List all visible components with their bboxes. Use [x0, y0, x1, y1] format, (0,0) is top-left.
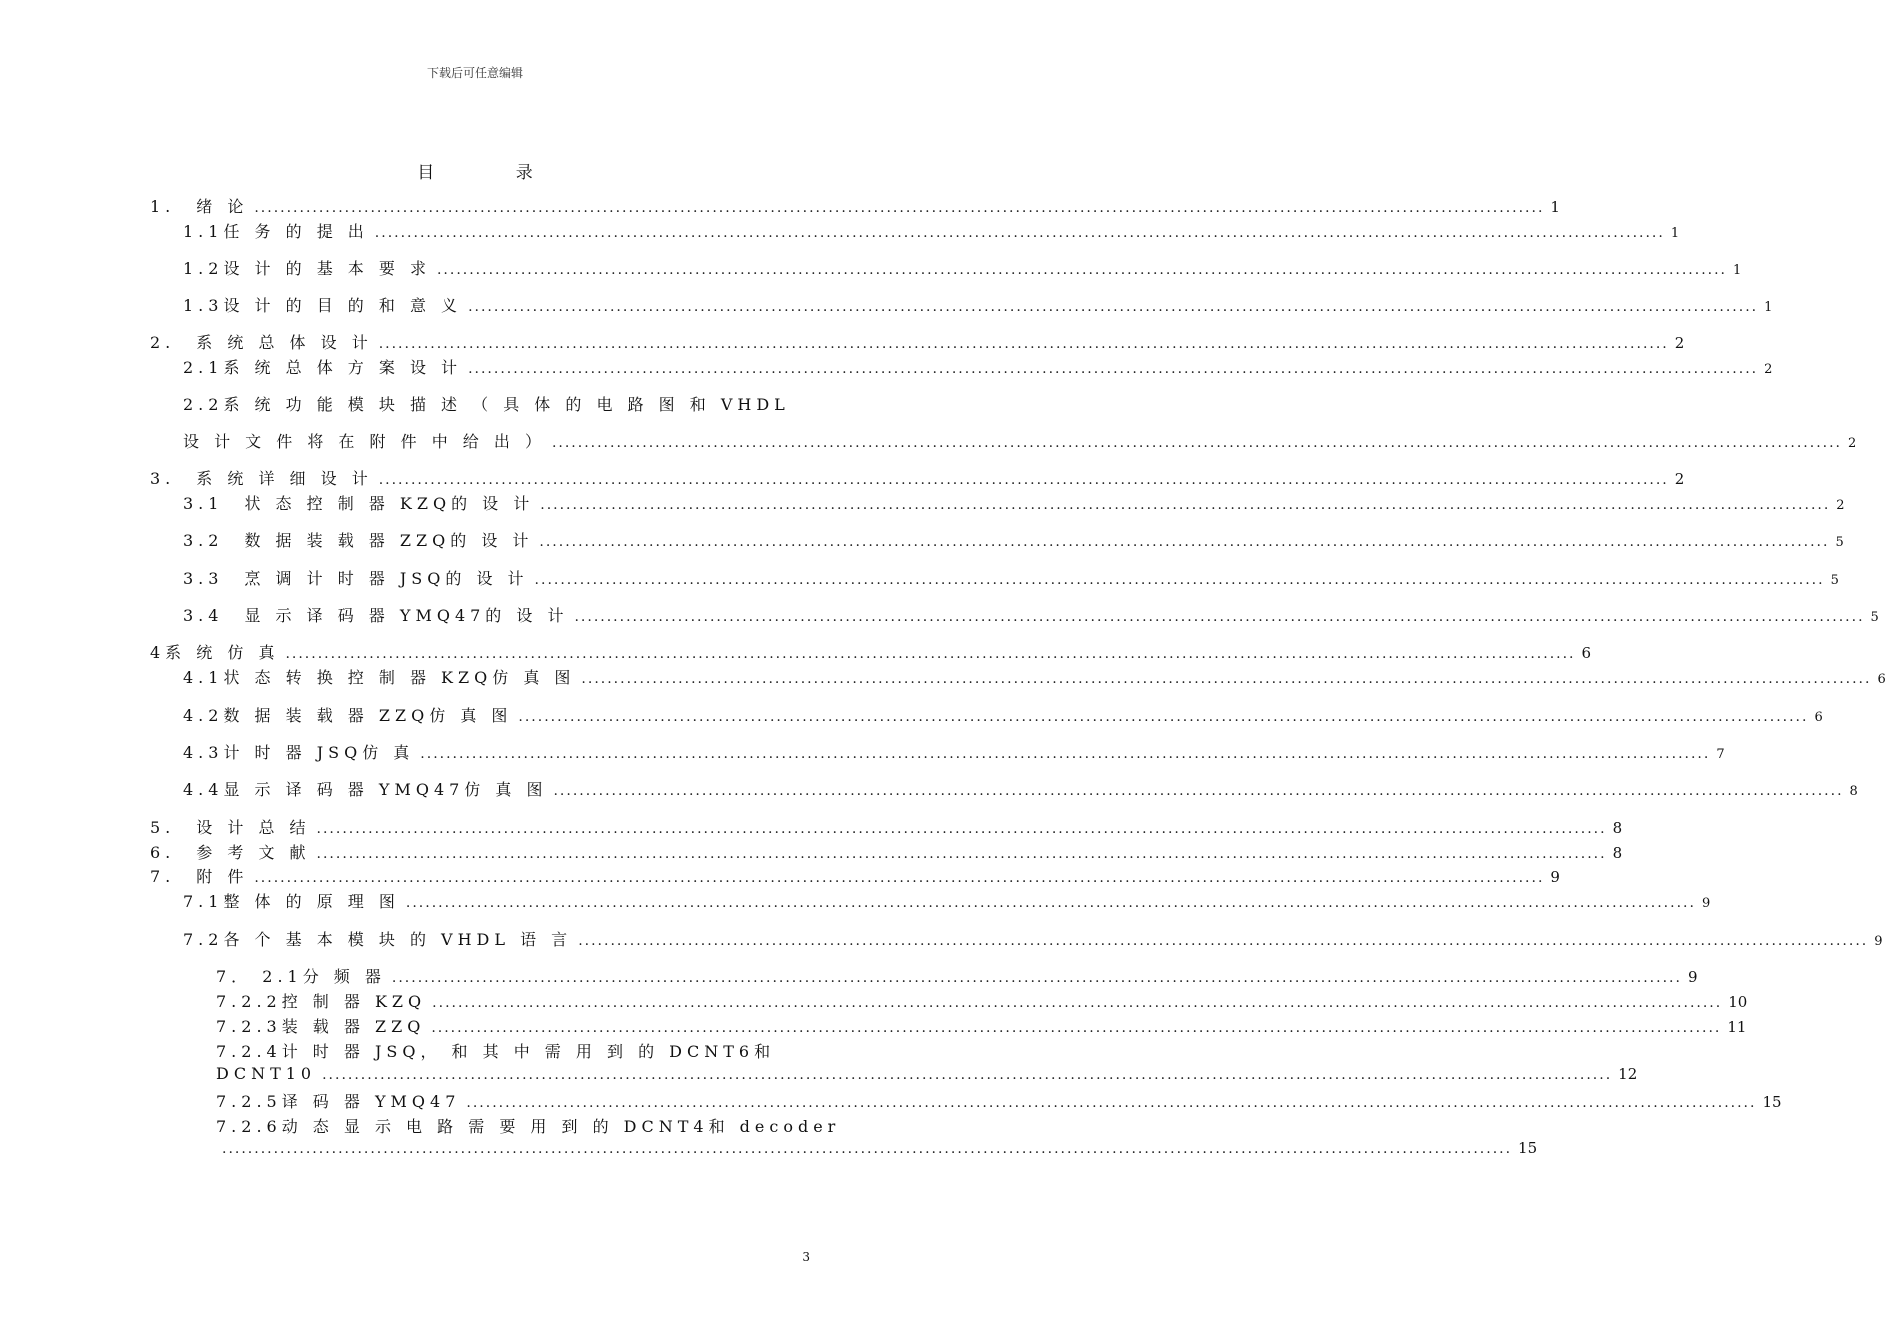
toc-entry-title: 7.2.2控 制 器 KZQ: [216, 992, 427, 1011]
toc-entry-title: 2.1系 统 总 体 方 案 设 计: [183, 358, 463, 377]
toc-entry-title: 3.2 数 据 装 载 器 ZZQ的 设 计: [183, 531, 534, 550]
toc-page-number: 15: [1518, 1139, 1538, 1157]
toc-leader-dots: ........................................................................................................................................................................................................: [436, 262, 1728, 278]
toc-entry-title: 2. 系 统 总 体 设 计: [150, 333, 373, 352]
toc-page-number: 1: [1733, 263, 1742, 278]
toc-entry[interactable]: [216, 1114, 841, 1140]
toc-page-number: 10: [1728, 993, 1748, 1011]
toc-page-number: 9: [1874, 934, 1883, 949]
toc-entry-title: 5. 设 计 总 结: [150, 818, 311, 837]
toc-page-number: 15: [1762, 1093, 1782, 1111]
toc-entry[interactable]: [183, 392, 800, 418]
toc-entry[interactable]: [150, 815, 1623, 841]
toc-entry-title: 4.2数 据 装 载 器 ZZQ仿 真 图: [183, 706, 513, 725]
toc-page-number: 5: [1830, 573, 1839, 588]
toc-entry[interactable]: [183, 528, 1844, 554]
toc-leader-dots: ........................................................................................................................................................................................................: [316, 846, 1607, 862]
toc-leader-dots: ........................................................................................................................................................................................................: [254, 870, 1545, 886]
toc-entry[interactable]: [183, 491, 1845, 517]
toc-entry[interactable]: [216, 989, 1748, 1015]
toc-entry[interactable]: [150, 840, 1623, 866]
toc-leader-dots: ........................................................................................................................................................................................................: [468, 361, 1759, 377]
toc-page-number: 1: [1550, 198, 1560, 216]
page-header: 下载后可任意编辑: [426, 66, 523, 80]
toc-leader-dots: ........................................................................................................................................................................................................: [374, 225, 1665, 241]
toc-entry[interactable]: [216, 964, 1698, 990]
toc-page-number: 1: [1764, 300, 1773, 315]
toc-entry-title: 7.1整 体 的 原 理 图: [183, 892, 400, 911]
toc-leader-dots: ........................................................................................................................................................................................................: [551, 435, 1842, 451]
toc-entry[interactable]: [216, 1089, 1782, 1115]
toc-entry[interactable]: [216, 1014, 1747, 1040]
toc-leader-dots: ........................................................................................................................................................................................................: [534, 572, 1825, 588]
toc-entry[interactable]: [150, 330, 1685, 356]
toc-entry[interactable]: [183, 219, 1680, 245]
toc-entry-title: 3.1 状 态 控 制 器 KZQ的 设 计: [183, 494, 535, 513]
toc-entry-title: DCNT10: [216, 1064, 317, 1083]
toc-page-number: 8: [1612, 844, 1623, 862]
toc-page-number: 6: [1814, 710, 1823, 725]
toc-page-number: 5: [1835, 535, 1844, 550]
toc-entry-title: 4.1状 态 转 换 控 制 器 KZQ仿 真 图: [183, 668, 576, 687]
toc-page-number: 2: [1836, 498, 1845, 513]
toc-entry[interactable]: [183, 293, 1773, 319]
toc-entry-title: 3. 系 统 详 细 设 计: [150, 469, 373, 488]
toc-page-number: 6: [1877, 672, 1886, 687]
toc-entry[interactable]: [183, 665, 1886, 691]
toc-entry[interactable]: [183, 777, 1858, 803]
toc-page-number: 12: [1618, 1065, 1638, 1083]
toc-entry-title: 6. 参 考 文 献: [150, 843, 311, 862]
toc-page-number: 7: [1716, 747, 1725, 762]
toc-entry-title: 7.2.4计 时 器 JSQ， 和 其 中 需 用 到 的 DCNT6和: [216, 1042, 776, 1061]
toc-page-number: 9: [1687, 968, 1698, 986]
toc-entry[interactable]: [183, 889, 1711, 915]
toc-entry[interactable]: [183, 703, 1823, 729]
toc-leader-dots: ........................................................................................................................................................................................................: [378, 472, 1669, 488]
toc-leader-dots: ........................................................................................................................................................................................................: [254, 200, 1545, 216]
page-title: 目 录: [417, 163, 571, 183]
toc-page-number: 8: [1849, 784, 1858, 799]
toc-page-number: 2: [1674, 334, 1685, 352]
toc-page-number: 5: [1870, 610, 1879, 625]
toc-entry-title: 4系 统 仿 真: [150, 643, 280, 662]
toc-leader-dots: ........................................................................................................................................................................................................: [581, 671, 1872, 687]
toc-entry-title: 1.1任 务 的 提 出: [183, 222, 369, 241]
toc-entry-title: 1.2设 计 的 基 本 要 求: [183, 259, 431, 278]
toc-entry[interactable]: [183, 740, 1725, 766]
toc-leader-dots: ........................................................................................................................................................................................................: [378, 336, 1669, 352]
toc-entry-title: 1. 绪 论: [150, 197, 249, 216]
toc-leader-dots: ........................................................................................................................................................................................................: [518, 709, 1809, 725]
toc-leader-dots: ........................................................................................................................................................................................................: [285, 646, 1576, 662]
toc-entry-title: 7.2.5译 码 器 YMQ47: [216, 1092, 461, 1111]
toc-leader-dots: ........................................................................................................................................................................................................: [222, 1141, 1513, 1157]
toc-page-number: 2: [1674, 470, 1685, 488]
toc-entry[interactable]: [150, 466, 1685, 492]
toc-entry[interactable]: [150, 640, 1592, 666]
toc-leader-dots: ........................................................................................................................................................................................................: [466, 1095, 1757, 1111]
toc-leader-dots: ........................................................................................................................................................................................................: [431, 1020, 1722, 1036]
toc-leader-dots: ........................................................................................................................................................................................................: [405, 895, 1696, 911]
toc-entry[interactable]: [216, 1139, 1538, 1165]
toc-leader-dots: ........................................................................................................................................................................................................: [432, 995, 1723, 1011]
toc-leader-dots: ........................................................................................................................................................................................................: [316, 821, 1607, 837]
toc-entry-title: 7.2.3装 载 器 ZZQ: [216, 1017, 426, 1036]
toc-entry[interactable]: [183, 429, 1857, 455]
toc-entry-title: 4.3计 时 器 JSQ仿 真: [183, 743, 415, 762]
toc-leader-dots: ........................................................................................................................................................................................................: [540, 497, 1831, 513]
toc-entry[interactable]: [150, 194, 1560, 220]
toc-leader-dots: ........................................................................................................................................................................................................: [391, 970, 1682, 986]
toc-leader-dots: ........................................................................................................................................................................................................: [574, 609, 1865, 625]
toc-page-number: 2: [1848, 436, 1857, 451]
toc-entry[interactable]: [183, 603, 1879, 629]
toc-page-number: 6: [1581, 644, 1592, 662]
toc-entry-title: 设 计 文 件 将 在 附 件 中 给 出 ）: [183, 432, 546, 451]
toc-entry[interactable]: [216, 1039, 800, 1065]
toc-entry-title: 3.4 显 示 译 码 器 YMQ47的 设 计: [183, 606, 569, 625]
toc-entry[interactable]: [183, 566, 1839, 592]
toc-entry-title: 4.4显 示 译 码 器 YMQ47仿 真 图: [183, 780, 548, 799]
toc-entry-title: 7.2各 个 基 本 模 块 的 VHDL 语 言: [183, 930, 573, 949]
toc-entry-title: 7． 2.1分 频 器: [216, 967, 386, 986]
toc-leader-dots: ........................................................................................................................................................................................................: [539, 534, 1830, 550]
toc-entry[interactable]: [183, 927, 1883, 953]
toc-entry-title: 7.2.6动 态 显 示 电 路 需 要 用 到 的 DCNT4和 decoder: [216, 1117, 841, 1136]
page-number: 3: [802, 1250, 810, 1264]
toc-entry[interactable]: [150, 864, 1560, 890]
toc-page-number: 1: [1670, 226, 1680, 241]
toc-entry-title: 1.3设 计 的 目 的 和 意 义: [183, 296, 463, 315]
toc-page-number: 2: [1764, 362, 1773, 377]
toc-entry-title: 2.2系 统 功 能 模 块 描 述 （ 具 体 的 电 路 图 和 VHDL: [183, 395, 790, 414]
toc-page-number: 8: [1612, 819, 1623, 837]
toc-leader-dots: ........................................................................................................................................................................................................: [322, 1067, 1613, 1083]
toc-leader-dots: ........................................................................................................................................................................................................: [578, 933, 1869, 949]
toc-entry[interactable]: [216, 1064, 1638, 1090]
toc-page-number: 11: [1727, 1018, 1747, 1036]
toc-entry-title: 7. 附 件: [150, 867, 249, 886]
toc-leader-dots: ........................................................................................................................................................................................................: [553, 783, 1844, 799]
toc-leader-dots: ........................................................................................................................................................................................................: [468, 299, 1759, 315]
toc-page-number: 9: [1550, 868, 1560, 886]
toc-entry[interactable]: [183, 355, 1773, 381]
toc-entry[interactable]: [183, 256, 1742, 282]
toc-entry-title: 3.3 烹 调 计 时 器 JSQ的 设 计: [183, 569, 529, 588]
toc-leader-dots: ........................................................................................................................................................................................................: [420, 746, 1711, 762]
toc-page-number: 9: [1701, 896, 1711, 911]
